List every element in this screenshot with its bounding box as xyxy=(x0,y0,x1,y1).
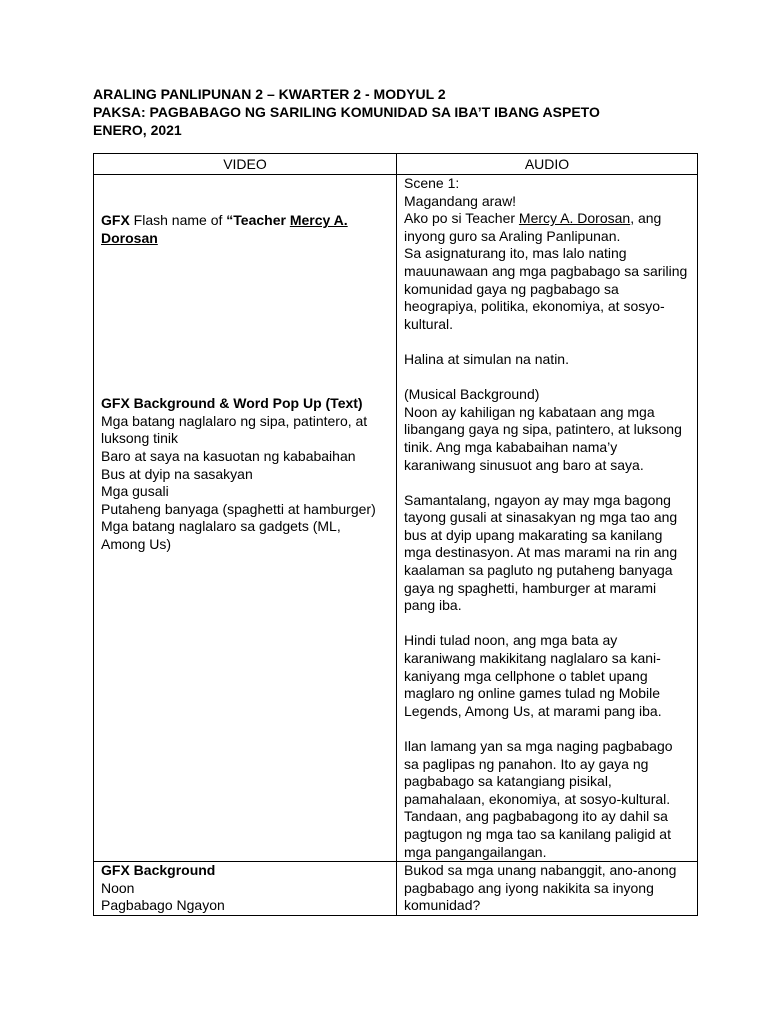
document-header xyxy=(93,86,693,139)
audio-line: bus at dyip upang makarating sa kanilang xyxy=(404,526,663,543)
audio-line: maglaro ng online games tulad ng Mobile xyxy=(404,685,661,702)
gfx-label: GFX xyxy=(101,212,130,228)
audio-line: libangang gaya ng sipa, patintero, at luksong xyxy=(404,421,682,438)
table-row xyxy=(94,175,698,862)
audio-intro-suffix: , ang xyxy=(630,210,662,227)
audio-line: Legends, Among Us, at marami pang iba. xyxy=(404,702,662,719)
audio-line: Noon ay kahiligan ng kabataan ang mga xyxy=(404,403,655,420)
audio-line: pang iba. xyxy=(404,597,462,614)
header-subject-line: ARALING PANLIPUNAN 2 – KWARTER 2 - MODYUL 2 xyxy=(93,86,446,102)
audio-line: karaniwang sinusuot ang baro at saya. xyxy=(404,456,644,473)
audio-scene-label: Scene 1: xyxy=(404,175,460,191)
video-line: Among Us) xyxy=(101,535,172,552)
video-line: Mga gusali xyxy=(101,483,169,500)
audio-line: inyong guro sa Araling Panlipunan. xyxy=(404,227,621,244)
audio-line: Hindi tulad noon, ang mga bata ay xyxy=(404,632,618,649)
audio-line: Sa asignaturang ito, mas lalo nating xyxy=(404,245,627,262)
audio-line: kaniyang mga cellphone o tablet upang xyxy=(404,667,648,684)
audio-teacher-name: Mercy A. Dorosan xyxy=(518,210,631,227)
audio-line: komunidad gaya ng pagbabago sa xyxy=(404,280,619,297)
audio-line: mga destinasyon. At mas marami na rin ang xyxy=(404,544,678,561)
teacher-name-part-1: Mercy A. xyxy=(289,212,348,228)
header-date-line: ENERO, 2021 xyxy=(93,121,182,138)
teacher-name-part-2: Dorosan xyxy=(101,229,158,246)
audio-greeting: Magandang araw! xyxy=(404,192,517,209)
script-table xyxy=(93,153,698,916)
header-topic-line: PAKSA: PAGBABAGO NG SARILING KOMUNIDAD SA IBA’T IBANG ASPETO xyxy=(93,103,600,120)
video-line: Putaheng banyaga (spaghetti at hamburger) xyxy=(101,500,376,517)
video-line: luksong tinik xyxy=(101,430,179,447)
audio-line: mauunawaan ang mga pagbabago sa sariling xyxy=(404,262,688,279)
audio-line: sa paglipas ng panahon. Ito ay gaya ng xyxy=(404,755,649,772)
table-row xyxy=(94,862,698,916)
teacher-prefix: “Teacher xyxy=(226,212,290,228)
video-line: Bus at dyip na sasakyan xyxy=(101,465,253,482)
table-header-row xyxy=(94,154,698,175)
audio-line: kaalaman sa pagluto ng putaheng banyaga xyxy=(404,562,673,579)
audio-line: heograpiya, politika, ekonomiya, at sosyo- xyxy=(404,298,665,315)
audio-line: Ilan lamang yan sa mga naging pagbabago xyxy=(404,738,673,754)
video-gfx-background-title: GFX Background & Word Pop Up (Text) xyxy=(101,395,363,412)
video-line: Noon xyxy=(101,879,135,896)
audio-line: Tandaan, ang pagbabagong ito ay dahil sa xyxy=(404,808,668,825)
audio-line: pagbabago ang iyong nakikita sa inyong xyxy=(404,879,654,896)
video-gfx-background-title: GFX Background xyxy=(101,862,216,879)
audio-cell-scene-2 xyxy=(397,862,698,916)
video-cell-scene-2 xyxy=(94,862,397,916)
video-gfx-name xyxy=(101,212,390,247)
audio-line: pagtugon ng mga tao sa kanilang paligid at xyxy=(404,825,671,842)
audio-line: kultural. xyxy=(404,315,454,332)
audio-line: Bukod sa mga unang nabanggit, ano-anong xyxy=(404,862,677,879)
audio-cell-scene-1 xyxy=(397,175,698,862)
audio-line: mga pangangailangan. xyxy=(404,843,547,860)
audio-column-header: AUDIO xyxy=(397,154,698,175)
video-line: Pagbabago Ngayon xyxy=(101,897,225,914)
audio-line: gaya ng spaghetti, hamburger at marami xyxy=(404,579,657,596)
audio-line: Halina at simulan na natin. xyxy=(404,350,569,367)
audio-line: karaniwang makikitang naglalaro sa kani- xyxy=(404,650,661,667)
audio-line: komunidad? xyxy=(404,897,481,914)
audio-line: tayong gusali at sinasakyan ng mga tao ang xyxy=(404,509,678,526)
audio-line: pagbabago sa katangiang pisikal, xyxy=(404,773,612,790)
audio-intro xyxy=(404,210,691,228)
audio-line: tinik. Ang mga kababaihan nama’y xyxy=(404,438,618,455)
audio-intro-prefix: Ako po si Teacher xyxy=(404,210,519,227)
gfx-flash-text: Flash name of xyxy=(129,212,227,228)
video-line: Baro at saya na kasuotan ng kababaihan xyxy=(101,447,356,464)
video-line: Mga batang naglalaro ng sipa, patintero, at xyxy=(101,412,368,429)
video-line: Mga batang naglalaro sa gadgets (ML, xyxy=(101,518,341,535)
audio-line: pamahalaan, ekonomiya, at sosyo-kultural. xyxy=(404,790,671,807)
video-column-header: VIDEO xyxy=(94,154,397,175)
audio-line: Samantalang, ngayon ay may mga bagong xyxy=(404,491,671,508)
video-cell-scene-1 xyxy=(94,175,397,862)
audio-line: (Musical Background) xyxy=(404,386,540,403)
